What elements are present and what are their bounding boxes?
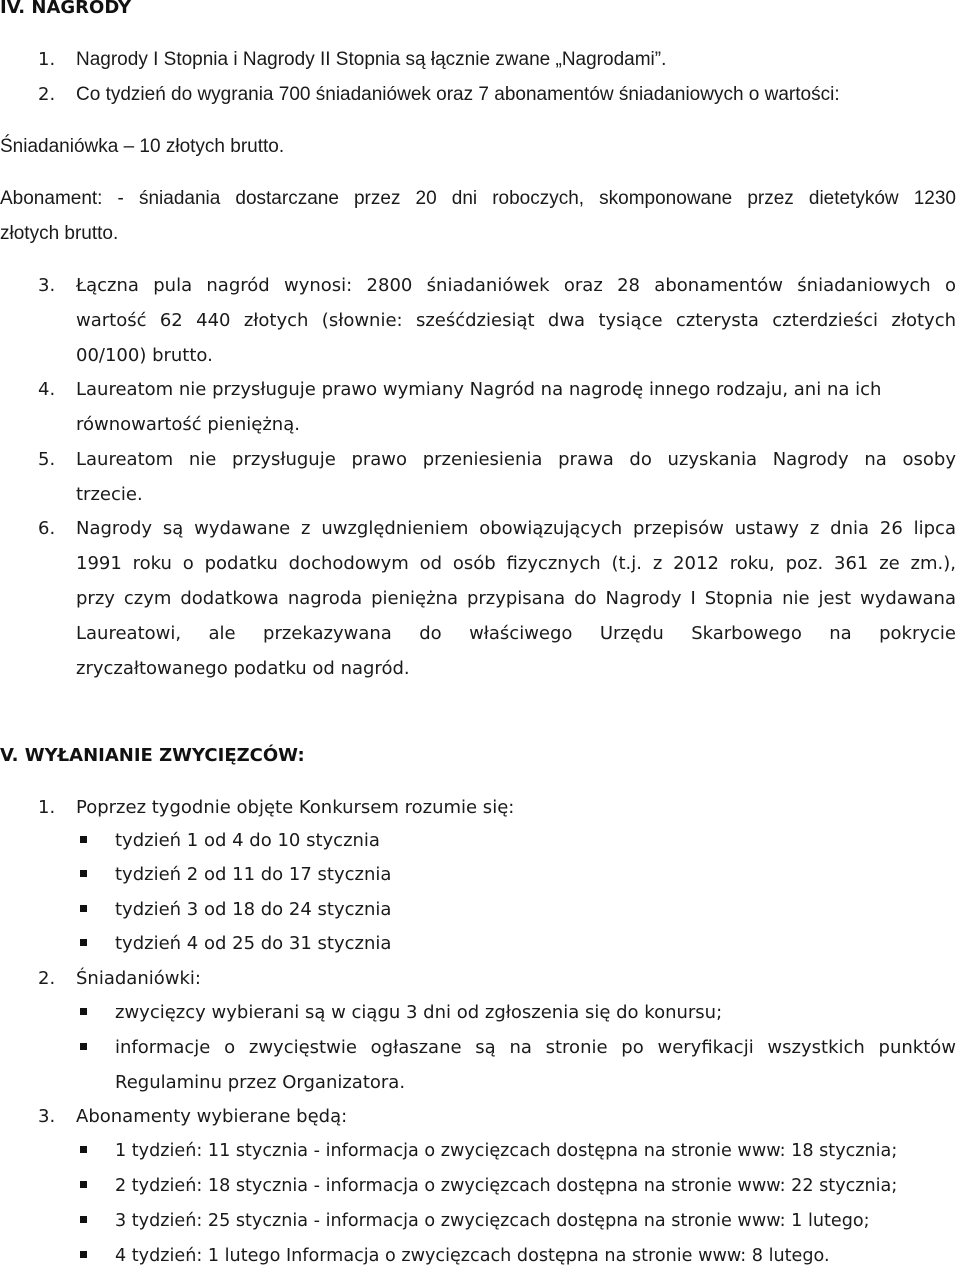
list-number: 2. (38, 84, 56, 105)
bullet-item: Regulaminu przez Organizatora. (115, 1072, 406, 1093)
bullet-item: informacje o zwycięstwie ogłaszane są na stronie po weryfikacji wszystkich punktów (115, 1037, 956, 1058)
list-item: Łączna pula nagród wynosi: 2800 śniadaniówek oraz 28 abonamentów śniadaniowych o (76, 275, 956, 296)
bullet-square-icon (80, 1216, 87, 1223)
bullet-item: 4 tydzień: 1 lutego Informacja o zwycięzcach dostępna na stronie www: 8 lutego. (115, 1246, 830, 1266)
list-item: zryczałtowanego podatku od nagród. (76, 658, 410, 679)
list-number: 1. (38, 797, 56, 818)
list-number: 2. (38, 968, 56, 989)
prize-breakfast-text: Śniadaniówka – 10 złotych brutto. (0, 136, 285, 157)
bullet-item: tydzień 2 od 11 do 17 stycznia (115, 864, 392, 885)
list-item: wartość 62 440 złotych (słownie: sześćdziesiąt dwa tysiące czterysta czterdzieści złotych (76, 310, 956, 331)
list-item: Śniadaniówki: (76, 968, 201, 989)
list-number: 1. (38, 49, 56, 70)
list-item: Abonamenty wybierane będą: (76, 1106, 348, 1127)
list-item: Laureatowi, ale przekazywana do właściwego Urzędu Skarbowego na pokrycie (76, 623, 956, 644)
bullet-square-icon (80, 905, 87, 912)
list-item: Co tydzień do wygrania 700 śniadaniówek oraz 7 abonamentów śniadaniowych o wartości: (76, 84, 840, 105)
section-iv-heading: IV. NAGRODY (0, 0, 132, 18)
bullet-square-icon (80, 1008, 87, 1015)
list-item: 1991 roku o podatku dochodowym od osób fizycznych (t.j. z 2012 roku, poz. 361 ze zm.), (76, 553, 956, 574)
list-number: 4. (38, 379, 56, 400)
bullet-square-icon (80, 1043, 87, 1050)
list-number: 3. (38, 1106, 56, 1127)
bullet-square-icon (80, 939, 87, 946)
list-number: 5. (38, 449, 56, 470)
list-item: Laureatom nie przysługuje prawo wymiany Nagród na nagrodę innego rodzaju, ani na ich (76, 379, 882, 400)
list-item: Nagrody są wydawane z uwzględnieniem obowiązujących przepisów ustawy z dnia 26 lipca (76, 518, 956, 539)
bullet-square-icon (80, 1181, 87, 1188)
bullet-item: tydzień 4 od 25 do 31 stycznia (115, 933, 392, 954)
bullet-item: zwycięzcy wybierani są w ciągu 3 dni od zgłoszenia się do konursu; (115, 1002, 723, 1023)
list-item: Laureatom nie przysługuje prawo przeniesienia prawa do uzyskania Nagrody na osoby (76, 449, 956, 470)
section-v-heading: V. WYŁANIANIE ZWYCIĘZCÓW: (0, 745, 305, 766)
bullet-square-icon (80, 1251, 87, 1258)
bullet-square-icon (80, 870, 87, 877)
bullet-item: 1 tydzień: 11 stycznia - informacja o zwycięzcach dostępna na stronie www: 18 stycznia; (115, 1141, 898, 1161)
list-number: 3. (38, 275, 56, 296)
bullet-square-icon (80, 836, 87, 843)
bullet-item: 2 tydzień: 18 stycznia - informacja o zwycięzcach dostępna na stronie www: 22 stycznia; (115, 1176, 898, 1196)
list-item: 00/100) brutto. (76, 345, 213, 366)
prize-subscription-text: Abonament: - śniadania dostarczane przez 20 dni roboczych, skomponowane przez dietetyków 1230 (0, 188, 956, 209)
list-item: równowartość pieniężną. (76, 414, 300, 435)
bullet-item: tydzień 3 od 18 do 24 stycznia (115, 899, 392, 920)
bullet-item: tydzień 1 od 4 do 10 stycznia (115, 830, 380, 851)
list-item: trzecie. (76, 484, 143, 505)
list-number: 6. (38, 518, 56, 539)
list-item: Poprzez tygodnie objęte Konkursem rozumie się: (76, 797, 515, 818)
bullet-square-icon (80, 1146, 87, 1153)
list-item: Nagrody I Stopnia i Nagrody II Stopnia są łącznie zwane „Nagrodami”. (76, 49, 667, 70)
list-item: przy czym dodatkowa nagroda pieniężna przypisana do Nagrody I Stopnia nie jest wydawana (76, 588, 956, 609)
prize-subscription-text: złotych brutto. (0, 223, 119, 244)
bullet-item: 3 tydzień: 25 stycznia - informacja o zwycięzcach dostępna na stronie www: 1 lutego; (115, 1211, 870, 1231)
